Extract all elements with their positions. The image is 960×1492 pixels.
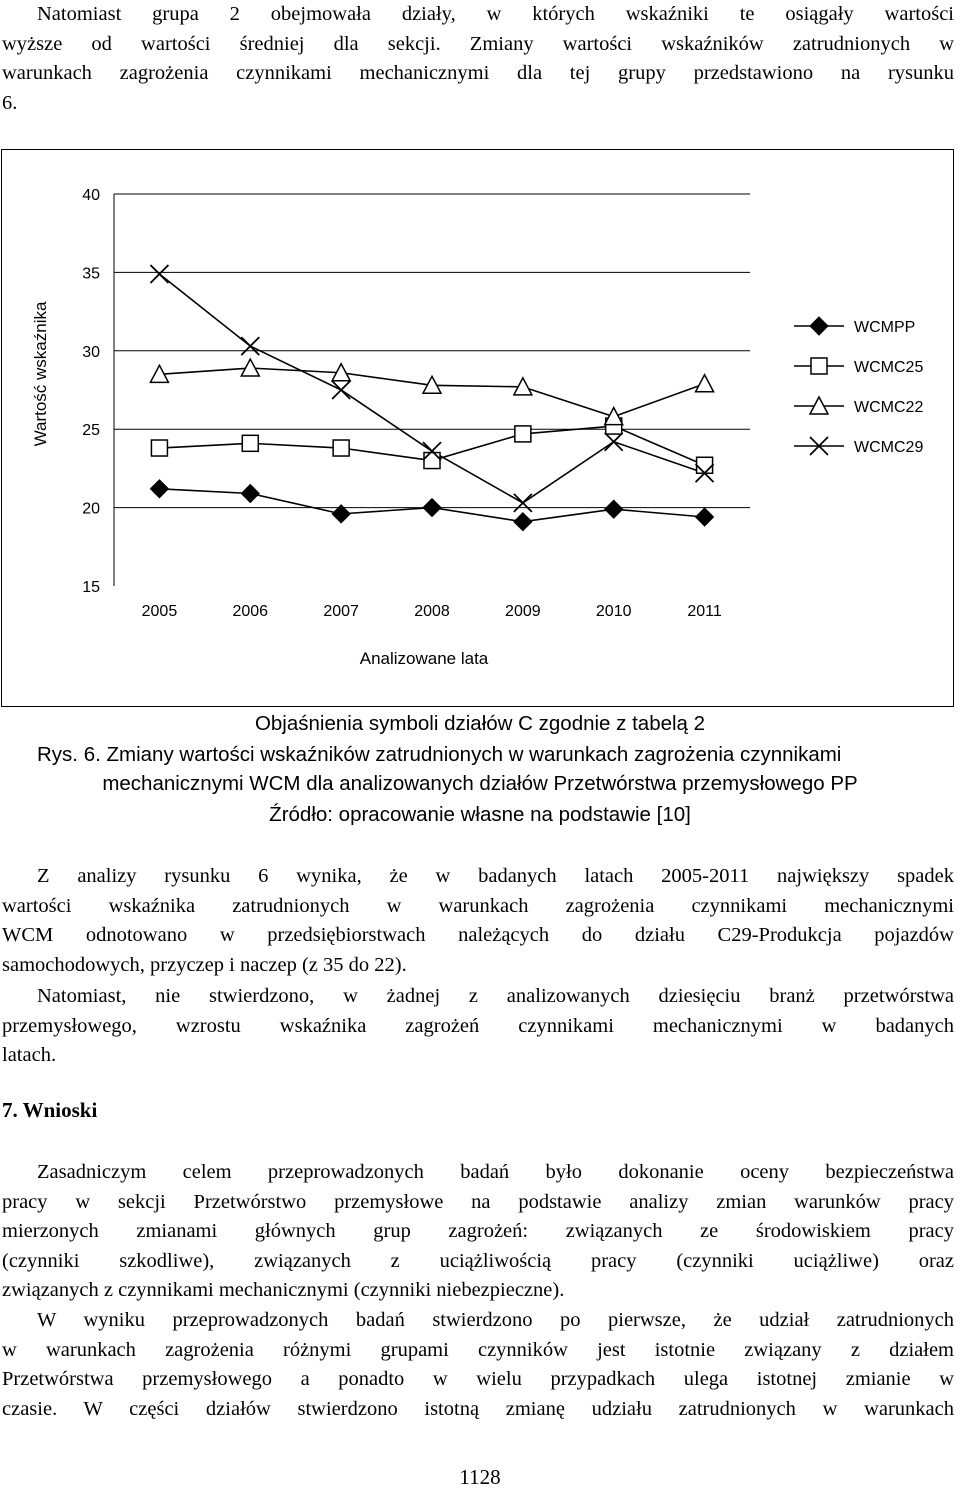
text-line: pracy w sekcji Przetwórstwo przemysłowe na podstawie analizy zmian warunków pracy — [2, 1190, 954, 1213]
x-tick-label: 2007 — [323, 603, 359, 620]
text-line: przemysłowego, wzrostu wskaźnika zagrożeń czynnikami mechanicznymi w badanych — [2, 1014, 954, 1037]
text-line: samochodowych, przyczep i naczep (z 35 do 22). — [2, 953, 407, 976]
text-line: WCM odnotowano w przedsiębiorstwach należących do działu C29-Produkcja pojazdów — [2, 924, 954, 946]
data-point-wcmc22 — [241, 359, 259, 376]
figure-caption-line-2: mechanicznymi WCM dla analizowanych działów Przetwórstwa przemysłowego PP — [102, 772, 858, 795]
legend-label: WCMC29 — [854, 439, 924, 456]
text-line: czasie. W części działów stwierdzono istotną zmianę udziału zatrudnionych w warunkach — [2, 1397, 954, 1420]
figure-source: Źródło: opracowanie własne na podstawie [10] — [269, 803, 691, 826]
x-tick-label: 2009 — [505, 603, 541, 620]
x-tick-label: 2008 — [414, 603, 450, 620]
text-line: Zasadniczym celem przeprowadzonych badań było dokonanie oceny bezpieczeństwa — [37, 1161, 954, 1183]
line-chart — [2, 150, 953, 706]
data-point-wcmc25 — [515, 426, 531, 442]
y-tick-label: 20 — [82, 500, 100, 518]
data-point-wcmc25 — [242, 435, 258, 451]
data-point-wcmc29 — [332, 381, 350, 399]
data-point-wcmc22 — [605, 408, 623, 425]
figure-caption-line-1: Rys. 6. Zmiany wartości wskaźników zatrudnionych w warunkach zagrożenia czynnikami — [37, 743, 842, 766]
data-point-wcmc25 — [333, 440, 349, 456]
legend-label: WCMC25 — [854, 359, 924, 376]
data-point-wcmc22 — [696, 375, 714, 392]
text-line: mierzonych zmianami głównych grup zagrożeń: związanych ze środowiskiem pracy — [2, 1220, 954, 1242]
text-line: (czynniki szkodliwe), związanych z uciążliwością pracy (czynniki uciążliwe) oraz — [2, 1249, 954, 1272]
y-tick-label: 25 — [82, 422, 100, 440]
data-point-wcmpp — [423, 499, 441, 517]
section-heading: 7. Wnioski — [2, 1098, 98, 1122]
text-line: związanych z czynnikami mechanicznymi (czynniki niebezpieczne). — [2, 1279, 565, 1301]
text-line: Przetwórstwa przemysłowego a ponadto w wielu przypadkach ulega istotnej zmianie w — [2, 1368, 954, 1390]
x-tick-label: 2010 — [595, 603, 632, 620]
text-line: Z analizy rysunku 6 wynika, że w badanych latach 2005-2011 największy spadek — [37, 865, 954, 887]
legend-label: WCMPP — [854, 319, 916, 336]
y-tick-label: 40 — [82, 187, 100, 204]
text-line: wartości wskaźnika zatrudnionych w warunkach zagrożenia czynnikami mechanicznymi — [2, 894, 954, 917]
legend-label: WCMC22 — [854, 399, 924, 416]
y-tick-label: 35 — [82, 265, 100, 283]
analysis-paragraph-2 — [2, 982, 954, 1071]
x-tick-label: 2011 — [687, 603, 722, 620]
page-number: 1128 — [459, 1465, 501, 1489]
text-line: 6. — [2, 91, 18, 114]
text-line: w warunkach zagrożenia różnymi grupami czynników jest istotnie związany z działem — [2, 1338, 954, 1361]
conclusion-paragraph-2 — [2, 1306, 954, 1424]
data-point-wcmpp — [241, 484, 259, 502]
x-tick-label: 2005 — [141, 603, 178, 620]
text-line: Natomiast grupa 2 obejmowała działy, w których wskaźniki te osiągały wartości — [37, 3, 954, 25]
chart-legend-note: Objaśnienia symboli działów C zgodnie z tabelą 2 — [254, 712, 706, 735]
data-point-wcmpp — [696, 508, 714, 526]
x-tick-label: 2006 — [232, 603, 269, 620]
chart-frame — [1, 149, 954, 707]
conclusion-paragraph-1 — [2, 1158, 954, 1306]
data-point-wcmpp — [150, 480, 168, 498]
data-point-wcmc29 — [150, 265, 168, 283]
data-point-wcmpp — [605, 500, 623, 518]
intro-paragraph — [2, 0, 954, 118]
y-axis-label: Wartość wskaźnika — [31, 301, 50, 447]
data-point-wcmc25 — [424, 453, 440, 469]
y-tick-label: 15 — [82, 579, 100, 596]
text-line: W wyniku przeprowadzonych badań stwierdzono po pierwsze, że udział zatrudnionych — [37, 1309, 954, 1331]
analysis-paragraph — [2, 862, 954, 980]
x-axis-label: Analizowane lata — [359, 649, 489, 668]
data-point-wcmpp — [514, 513, 532, 531]
text-line: wyższe od wartości średniej dla sekcji. Zmiany wartości wskaźników zatrudnionych w — [2, 32, 954, 55]
text-line: Natomiast, nie stwierdzono, w żadnej z analizowanych dziesięciu branż przetwórstwa — [37, 985, 954, 1007]
data-point-wcmc29 — [241, 337, 259, 355]
data-point-wcmc29 — [514, 494, 532, 512]
data-point-wcmc29 — [605, 433, 623, 451]
text-line: warunkach zagrożenia czynnikami mechanicznymi dla tej grupy przedstawiono na rysunku — [2, 62, 954, 84]
text-line: latach. — [2, 1044, 57, 1066]
data-point-wcmc25 — [151, 440, 167, 456]
legend-marker-wcmc25 — [811, 358, 827, 374]
y-tick-label: 30 — [82, 343, 100, 361]
legend-marker-wcmpp — [810, 317, 828, 335]
data-point-wcmc25 — [697, 457, 713, 473]
